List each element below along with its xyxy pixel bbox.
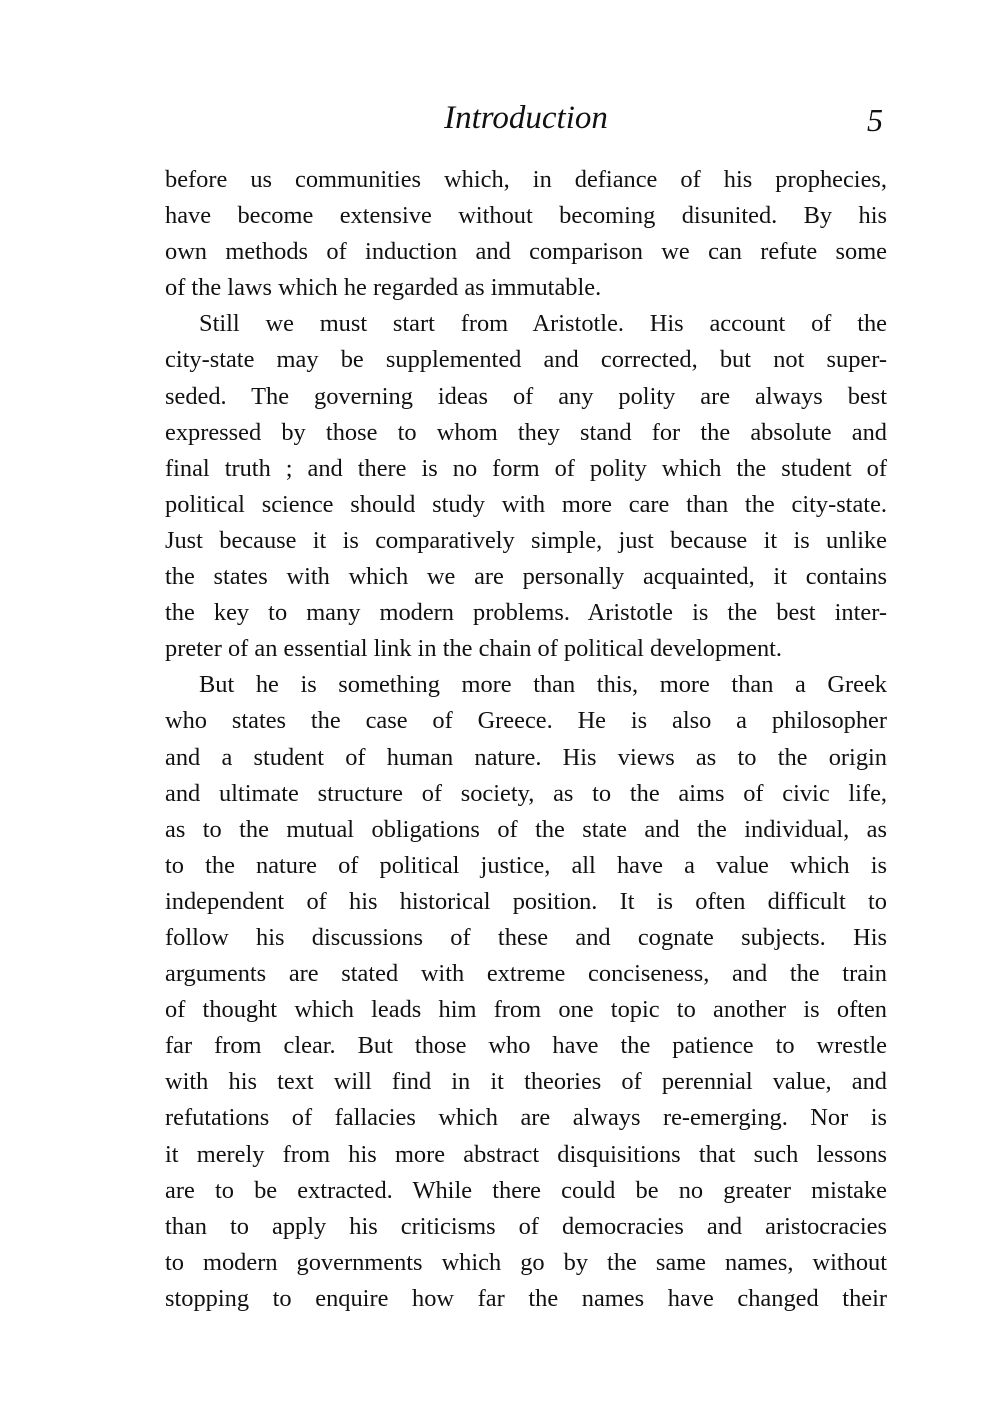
text-line: far from clear. But those who have the patience to wrestle	[165, 1032, 887, 1060]
text-line: follow his discussions of these and cognate subjects. His	[165, 923, 887, 951]
text-line: Still we must start from Aristotle. His account of the	[199, 310, 887, 338]
text-line: as to the mutual obligations of the state and the individual, as	[165, 815, 887, 843]
text-line: the key to many modern problems. Aristotle is the best inter-	[165, 599, 887, 627]
page-number: 5	[867, 102, 883, 138]
running-title: Introduction	[444, 100, 608, 136]
text-line: own methods of induction and comparison we can refute some	[165, 238, 887, 266]
text-line: But he is something more than this, more than a Greek	[199, 671, 887, 699]
text-line: and ultimate structure of society, as to the aims of civic life,	[165, 779, 887, 807]
text-line: refutations of fallacies which are always re-emerging. Nor is	[165, 1104, 887, 1132]
text-line: before us communities which, in defiance of his prophecies,	[165, 166, 887, 193]
text-line: it merely from his more abstract disquisitions that such lessons	[165, 1140, 887, 1168]
body-text	[165, 162, 887, 1317]
paragraph-1	[165, 162, 887, 306]
text-line: of thought which leads him from one topic to another is often	[165, 996, 887, 1024]
text-line: and a student of human nature. His views as to the origin	[165, 743, 887, 771]
text-line: to the nature of political justice, all have a value which is	[165, 851, 887, 879]
text-line: seded. The governing ideas of any polity are always best	[165, 382, 887, 410]
text-line: stopping to enquire how far the names have changed their	[165, 1284, 887, 1312]
text-line: than to apply his criticisms of democracies and aristocracies	[165, 1212, 887, 1240]
text-line: have become extensive without becoming disunited. By his	[165, 202, 887, 230]
text-line: of the laws which he regarded as immutable.	[165, 274, 602, 302]
text-line: city-state may be supplemented and corrected, but not super-	[165, 346, 887, 374]
text-line: expressed by those to whom they stand for the absolute and	[165, 418, 887, 446]
text-line: with his text will find in it theories of perennial value, and	[165, 1068, 887, 1096]
text-line: are to be extracted. While there could be no greater mistake	[165, 1176, 887, 1204]
text-line: independent of his historical position. It is often difficult to	[165, 887, 887, 915]
paragraph-3	[165, 667, 887, 1317]
text-line: to modern governments which go by the same names, without	[165, 1248, 887, 1276]
paragraph-2	[165, 306, 887, 667]
text-line: the states with which we are personally acquainted, it contains	[165, 563, 887, 591]
text-line: preter of an essential link in the chain of political development.	[165, 635, 783, 663]
text-line: Just because it is comparatively simple, just because it is unlike	[165, 526, 887, 554]
text-line: final truth ; and there is no form of polity which the student of	[165, 454, 887, 482]
running-head	[165, 96, 887, 144]
text-line: who states the case of Greece. He is also a philosopher	[165, 707, 887, 735]
text-line: arguments are stated with extreme conciseness, and the train	[165, 960, 887, 988]
text-line: political science should study with more care than the city-state.	[165, 490, 887, 518]
